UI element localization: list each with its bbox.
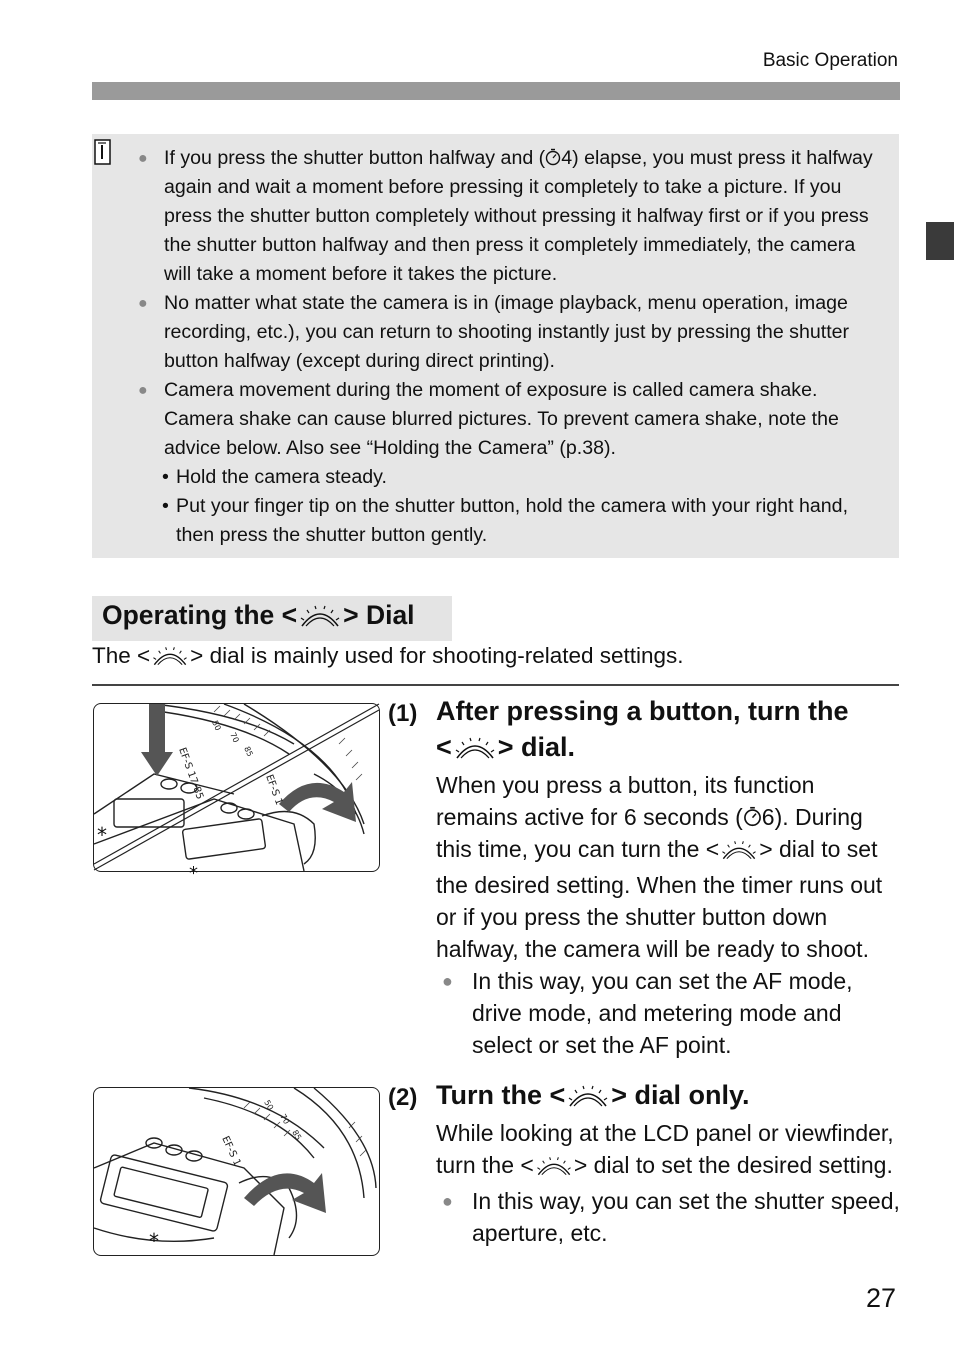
note-item: ● No matter what state the camera is in (image playback, menu operation, image recording, etc.), you can return to shooting instantly just by pressing the shutter button halfway (except during direct printing).	[136, 289, 886, 376]
main-dial-icon	[719, 837, 759, 869]
bullet-icon: ●	[138, 295, 148, 312]
note-item: ● Camera movement during the moment of exposure is called camera shake. Camera shake can cause blurred pictures. To prevent camera shake, note the advice below. Also see “Holding the Camera” (p.38).	[136, 376, 886, 463]
timer-icon	[545, 147, 561, 169]
step-number: (2)	[388, 1084, 418, 1111]
svg-text:*: *	[149, 1229, 159, 1253]
step-title: After pressing a button, turn the < > dial.	[436, 693, 906, 769]
running-header: Basic Operation	[762, 50, 898, 71]
focal-mark: 85	[242, 745, 255, 759]
focal-mark: 70	[228, 731, 241, 745]
chapter-thumb-tab	[926, 222, 954, 260]
lens-marking: EF-S 17-85	[176, 746, 206, 802]
focal-mark: 70	[278, 1112, 292, 1126]
section-title: Operating the < > Dial	[102, 600, 415, 635]
svg-text:*: *	[189, 863, 198, 884]
note-sub-item: • Put your finger tip on the shutter button, hold the camera with your right hand, then press the shutter button gently.	[162, 495, 849, 546]
camera-illustration-button-and-dial	[93, 703, 380, 884]
main-dial-icon	[452, 733, 498, 769]
timer-value: 4	[561, 147, 573, 169]
main-dial-icon	[150, 645, 190, 673]
main-dial-icon	[565, 1081, 611, 1117]
note-list	[136, 144, 886, 550]
camera-illustration-dial-only	[93, 1087, 380, 1256]
step-number: (1)	[388, 700, 418, 727]
step-body: When you press a button, its function remains active for 6 seconds ( 6). During this time, you can turn the < > dial to set the desired setting. When the timer runs out or if you press the shutter button down halfway, the camera will be ready to shoot. ● In this way, you can set the AF mode, drive mode, and metering mode and select or set the AF point.	[436, 769, 901, 1061]
page-number: 27	[866, 1283, 897, 1313]
step-bullet: ● In this way, you can set the AF mode, drive mode, and metering mode and select or set the AF point.	[436, 965, 901, 1061]
step-body: While looking at the LCD panel or viewfinder, turn the < > dial to set the desired setting. ● In this way, you can set the shutter speed, aperture, etc.	[436, 1117, 901, 1249]
section-divider	[92, 684, 899, 686]
note-sub-item: • Hold the camera steady.	[162, 466, 387, 488]
section-intro: The < > dial is mainly used for shooting-related settings.	[92, 643, 684, 673]
timer-icon	[743, 804, 762, 830]
bullet-icon: ●	[138, 150, 148, 167]
svg-text:*: *	[97, 823, 107, 847]
bullet-icon: ●	[442, 1191, 453, 1211]
timer-value: 6	[761, 804, 775, 830]
bullet-icon: ●	[138, 382, 148, 399]
focal-mark: 85	[290, 1128, 304, 1142]
step-title: Turn the < > dial only.	[436, 1077, 906, 1117]
focal-mark: 50	[262, 1098, 276, 1112]
lens-marking: EF-S 1	[263, 773, 285, 807]
step-bullet: ● In this way, you can set the shutter speed, aperture, etc.	[436, 1185, 901, 1249]
note-item: ● If you press the shutter button halfway and ( 4) elapse, you must press it halfway again and wait a moment before pressing it completely to take a picture. If you press the shutter button completely without pressing it halfway first or if you press the shutter button halfway and then press it completely immediately, the camera will take a moment before it takes the picture.	[136, 144, 886, 289]
lens-marking: EF-S 1	[219, 1134, 243, 1168]
main-dial-icon	[297, 604, 343, 635]
focal-mark: 50	[210, 719, 223, 733]
main-dial-icon	[534, 1153, 574, 1185]
bullet-icon: ●	[442, 971, 453, 991]
header-divider-bar	[92, 82, 900, 100]
memo-note-icon	[92, 138, 114, 166]
